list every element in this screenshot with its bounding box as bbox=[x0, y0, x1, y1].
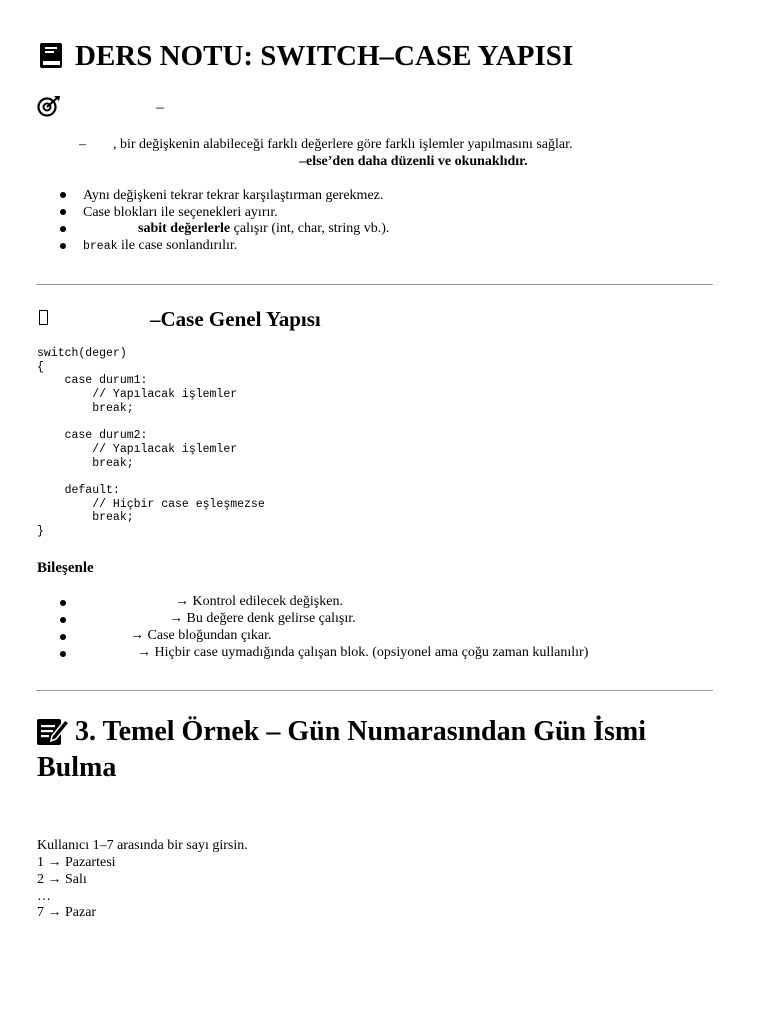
list-item: Aynı değişkeni tekrar tekrar karşılaştırman gerekmez. bbox=[83, 188, 384, 203]
section2-heading: –Case Genel Yapısı bbox=[150, 307, 321, 331]
component-item: → Hiçbir case uymadığında çalışan blok. (opsiyonel ama çoğu zaman kullanılır) bbox=[137, 645, 589, 660]
section3-heading: 3. Temel Örnek – Gün Numarasından Gün İsmi Bulma bbox=[37, 716, 647, 783]
bullet-marker bbox=[60, 243, 66, 249]
bullet-marker bbox=[60, 617, 66, 623]
section1-heading-dash: – bbox=[156, 99, 164, 116]
list-item bbox=[138, 220, 389, 237]
intro-dash: – bbox=[79, 137, 86, 152]
component-item: → Bu değere denk gelirse çalışır. bbox=[169, 611, 356, 626]
page-title: DERS NOTU: SWITCH–CASE YAPISI bbox=[75, 40, 574, 72]
component-item: → Kontrol edilecek değişken. bbox=[175, 594, 343, 609]
bullet-marker bbox=[60, 651, 66, 657]
intro-line-1: , bir değişkenin alabileceği farklı değerlere göre farklı işlemler yapılmasını sağlar. bbox=[113, 137, 573, 152]
target-icon bbox=[37, 95, 61, 117]
inline-code: break bbox=[83, 240, 118, 253]
list-item-text: ile case sonlandırılır. bbox=[117, 238, 238, 253]
book-icon bbox=[38, 42, 65, 69]
divider bbox=[36, 284, 713, 285]
components-label: Bileşenle bbox=[37, 560, 94, 576]
bullet-marker bbox=[60, 226, 66, 232]
intro-line-2: –else’den daha düzenli ve okunaklıdır. bbox=[299, 154, 528, 169]
list-item-bold: sabit değerlerle bbox=[138, 221, 231, 236]
divider bbox=[36, 690, 713, 691]
example-line: 7 → Pazar bbox=[37, 905, 97, 920]
list-item bbox=[83, 237, 237, 255]
list-item-text: çalışır (int, char, string vb.). bbox=[230, 221, 390, 236]
example-line: Kullanıcı 1–7 arasında bir sayı girsin. bbox=[37, 838, 248, 853]
example-line: 1 → Pazartesi bbox=[37, 855, 116, 870]
code-block: switch(deger) { case durum1: // Yapılacak işlemler break; case durum2: // Yapılacak işlemler break; default: // Hiçbir case eşleşmezse break; } bbox=[37, 347, 265, 539]
bullet-marker bbox=[60, 634, 66, 640]
example-line: 2 → Salı bbox=[37, 872, 87, 887]
component-item: → Case bloğundan çıkar. bbox=[130, 628, 272, 643]
missing-glyph-icon bbox=[39, 310, 48, 325]
bullet-marker bbox=[60, 209, 66, 215]
bullet-marker bbox=[60, 600, 66, 606]
list-item: Case blokları ile seçenekleri ayırır. bbox=[83, 205, 278, 220]
bullet-marker bbox=[60, 192, 66, 198]
example-line: … bbox=[37, 889, 51, 904]
